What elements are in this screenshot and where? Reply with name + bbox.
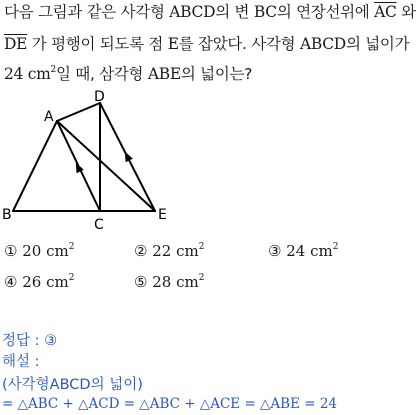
choice-5[interactable] (134, 273, 204, 291)
question-text: 를 잡았다. 사각형 (178, 35, 296, 53)
choice-1[interactable] (4, 242, 74, 260)
label-a: A (44, 109, 54, 125)
segment-de: $\overline{DE}$ (4, 35, 28, 53)
exponent: 2 (198, 273, 205, 283)
segment-ac: $\overline{AC}$ (374, 3, 397, 21)
choice-value: 28 cm (152, 273, 199, 291)
exponent: 2 (332, 242, 339, 252)
question-text: 가 평행이 되도록 점 (31, 35, 164, 53)
choice-number: ④ (4, 273, 18, 291)
explanation-label: 해설 : (2, 354, 40, 370)
exponent: 2 (198, 242, 205, 252)
segment-ae-line (57, 121, 155, 211)
choice-3[interactable] (268, 242, 338, 260)
exponent: 2 (50, 65, 56, 75)
point-name: E (167, 35, 179, 53)
explanation-line-2: = △ABC + △ACD = △ABC + △ACE = △ABE = 24 (2, 396, 338, 412)
choice-number: ⑤ (134, 273, 148, 291)
choice-value: 26 cm (22, 273, 69, 291)
question-text: 일 때, 삼각형 (55, 65, 144, 83)
choice-2[interactable] (134, 242, 204, 260)
triangle-name: ABE (147, 65, 181, 83)
choice-value: 20 cm (22, 242, 69, 260)
choice-value: 24 cm (286, 242, 333, 260)
question-line-1 (4, 2, 416, 22)
exponent: 2 (68, 273, 75, 283)
side-ab (13, 121, 57, 211)
question-line-2 (4, 34, 410, 54)
choice-4[interactable] (4, 273, 74, 291)
question-text: 의 넓이가 (345, 35, 410, 53)
answer-label: 정답 : ③ (2, 333, 58, 349)
choice-value: 22 cm (152, 242, 199, 260)
arrow-icon (121, 150, 133, 163)
label-d: D (94, 89, 105, 105)
choice-number: ③ (268, 242, 282, 260)
geometry-figure (0, 84, 200, 234)
question-text: 의 변 (215, 3, 250, 21)
segment-name: BC (253, 3, 277, 21)
side-ad (57, 103, 100, 121)
question-text: 와 (401, 3, 416, 21)
exponent: 2 (68, 242, 75, 252)
quad-name: ABCD (299, 35, 346, 53)
area-value: 24 cm (4, 65, 51, 83)
label-c: C (94, 217, 104, 233)
question-text: 의 연장선위에 (276, 3, 370, 21)
question-text: 다음 그림과 같은 사각형 (4, 3, 165, 21)
label-e: E (158, 207, 167, 223)
choice-number: ② (134, 242, 148, 260)
label-b: B (2, 207, 12, 223)
quad-name: ABCD (169, 3, 216, 21)
question-line-3 (4, 64, 396, 84)
choice-number: ① (4, 242, 18, 260)
question-text: 의 넓이는? (180, 65, 253, 83)
explanation-line-1: (사각형ABCD의 넓이) (2, 377, 143, 393)
